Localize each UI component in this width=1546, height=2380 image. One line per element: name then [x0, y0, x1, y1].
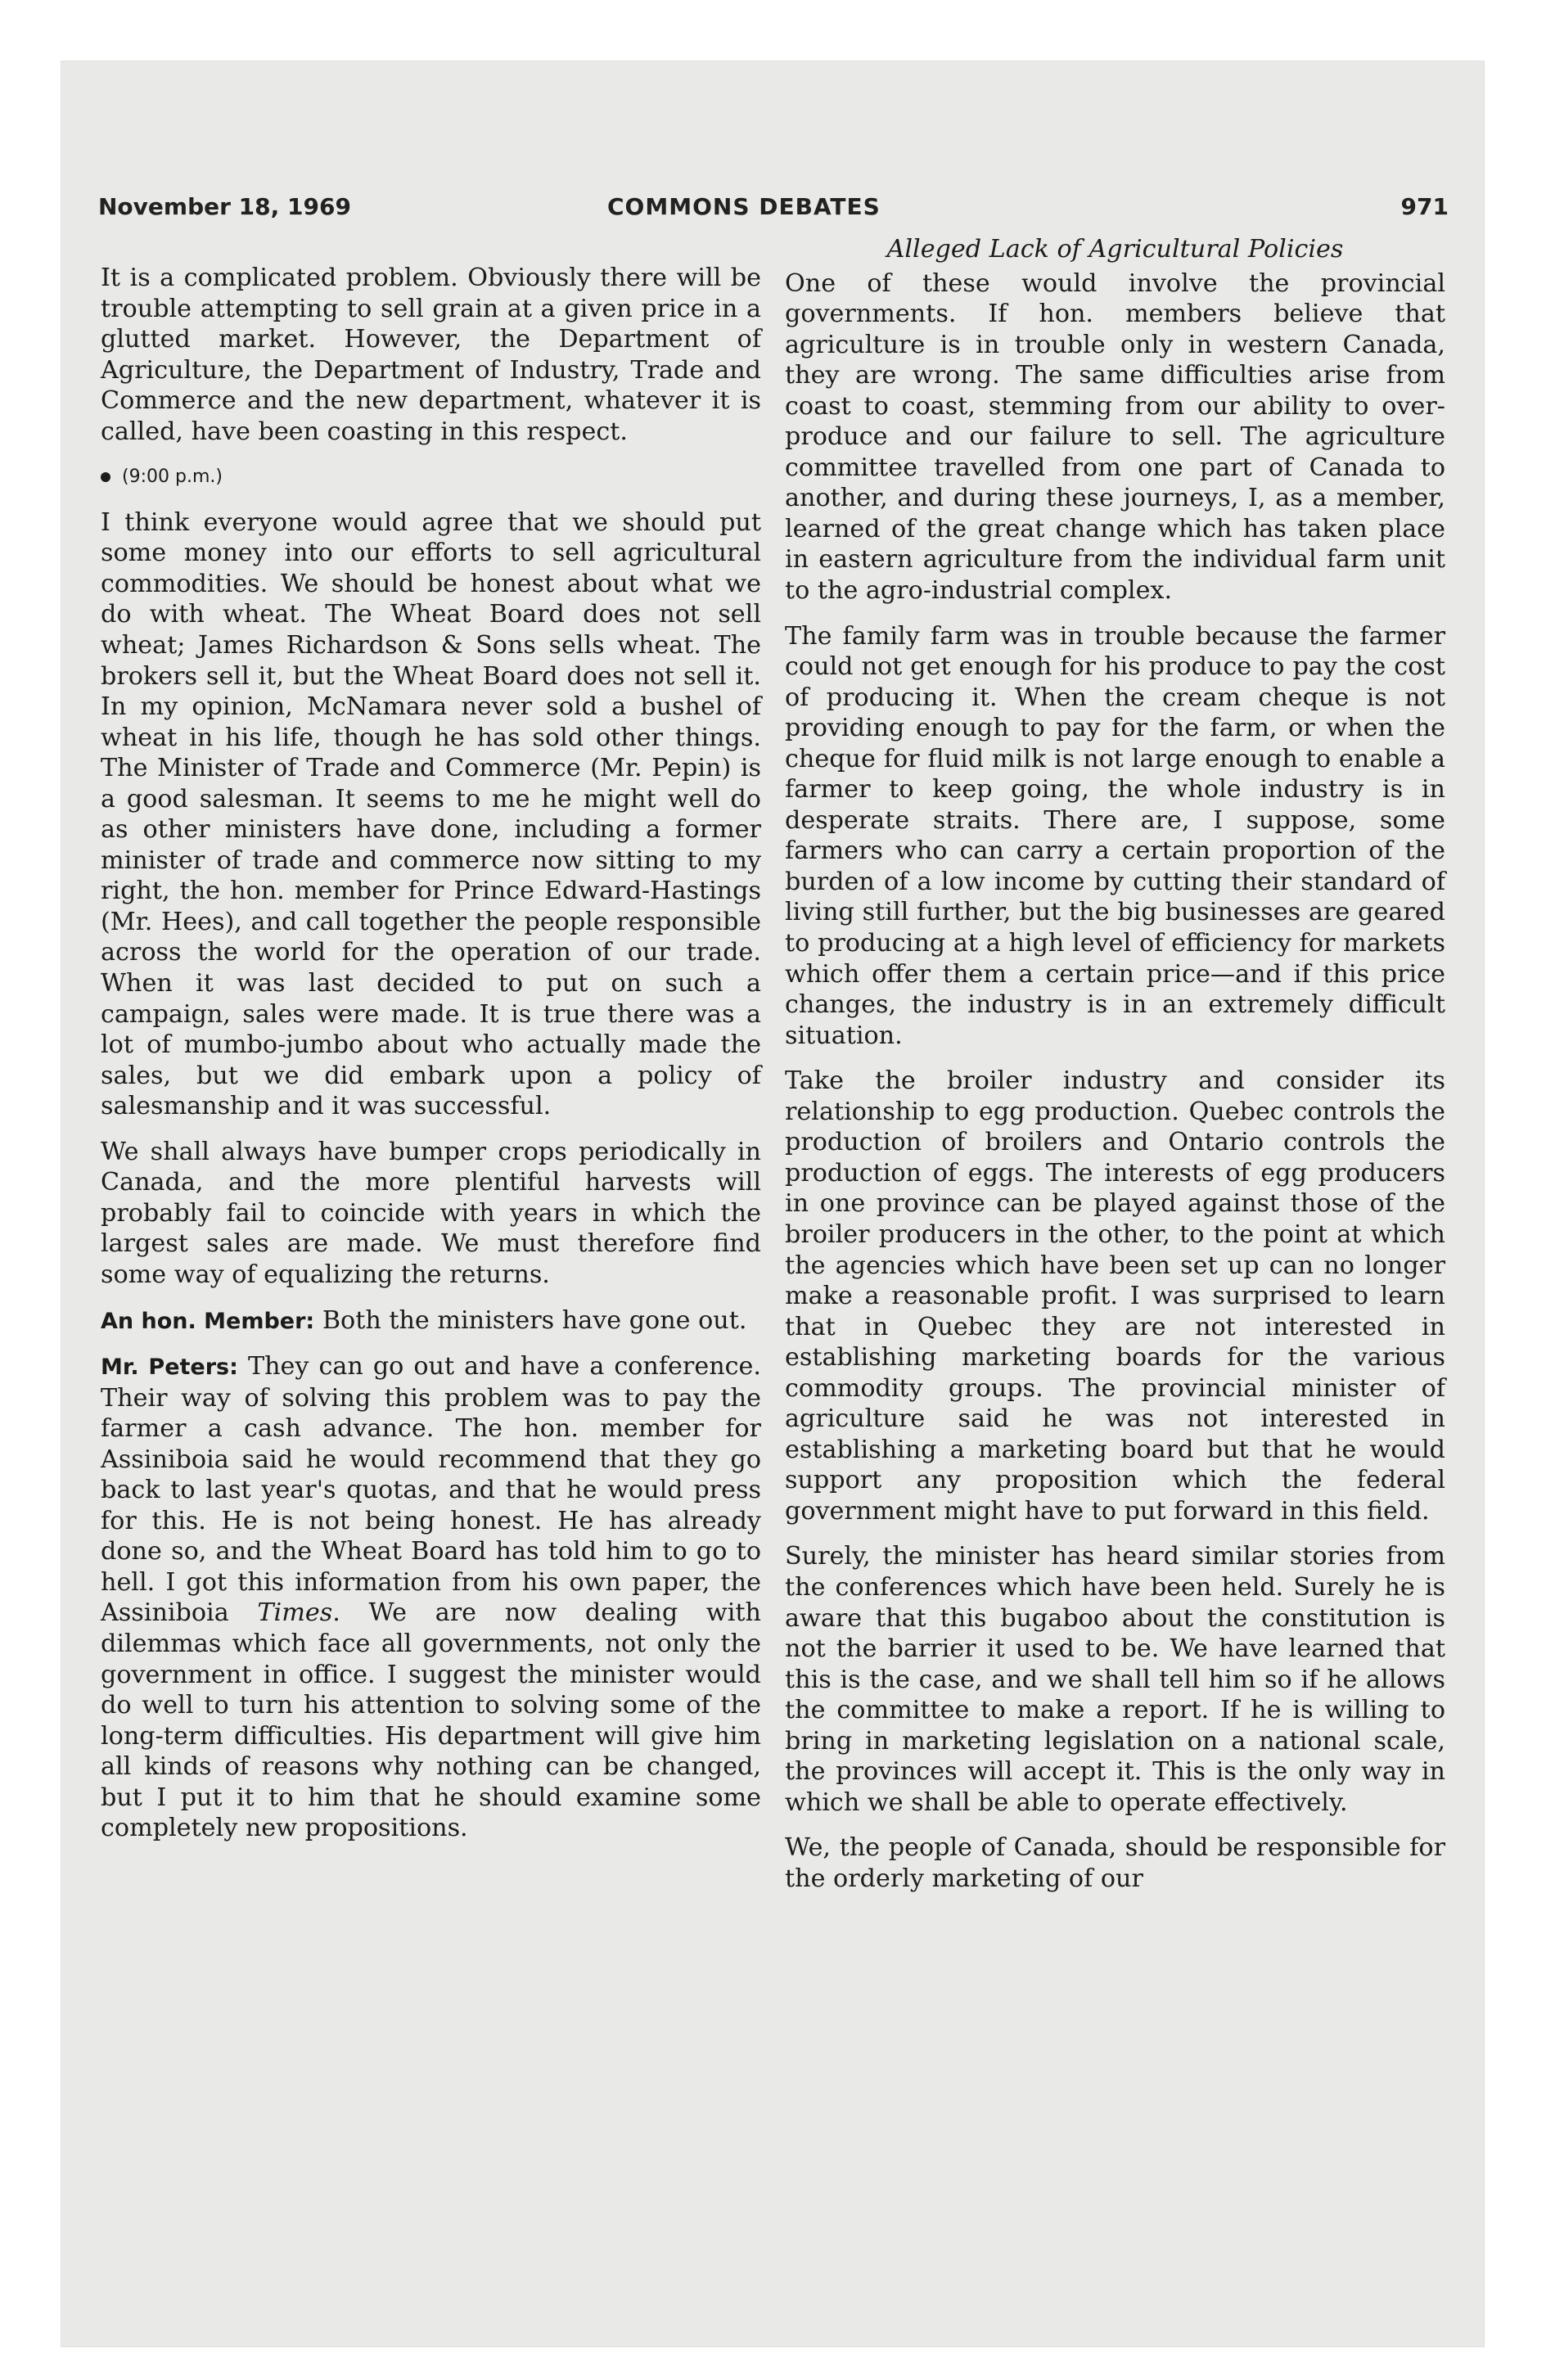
time-marker-text: (9:00 p.m.): [122, 467, 223, 488]
newspaper-title: Times: [257, 1598, 333, 1628]
speaker-name: Mr. Peters:: [101, 1355, 238, 1381]
paragraph: Surely, the minister has heard similar stories from the conferences which have been held. Surely he is aware that this bugaboo about the constitution is not the barrier it used to be. We have learned that this is the case, and we shall tell him so if he allows the committee to make a report. If he is willing to bring in marketing legislation on a national scale, the provinces will accept it. This is the only way in which we shall be able to operate effectively.: [785, 1542, 1445, 1817]
speech-paragraph: [101, 1305, 761, 1337]
speech-text: . We are now dealing with dilemmas which face all governments, not only the government in office. I suggest the minister would do well to turn his attention to solving some of the long-term difficulties. His department will give him all kinds of reasons why nothing can be changed, but I put it to him that he should examine some completely new propositions.: [101, 1598, 761, 1843]
time-marker: [101, 462, 761, 493]
paragraph: We shall always have bumper crops periodically in Canada, and the more plentiful harvests will probably fail to coincide with years in which the largest sales are made. We must therefore find some way of equalizing the returns.: [101, 1137, 761, 1289]
left-column: [101, 263, 761, 1859]
page-number: 971: [1400, 193, 1449, 220]
speech-text: Both the ministers have gone out.: [314, 1305, 747, 1335]
bullet-icon: [101, 472, 110, 482]
paragraph: We, the people of Canada, should be responsible for the orderly marketing of our: [785, 1833, 1445, 1893]
right-column: [785, 234, 1445, 1909]
paragraph: One of these would involve the provincial governments. If hon. members believe that agriculture is in trouble only in western Canada, they are wrong. The same difficulties arise from coast to coast, stemming from our ability to over-produce and our failure to sell. The agriculture committee travelled from one part of Canada to another, and during these journeys, I, as a member, learned of the great change which has taken place in eastern agriculture from the individual farm unit to the agro-industrial complex.: [785, 268, 1445, 606]
paragraph: I think everyone would agree that we should put some money into our efforts to sell agricultural commodities. We should be honest about what we do with wheat. The Wheat Board does not sell wheat; James Richardson & Sons sells wheat. The brokers sell it, but the Wheat Board does not sell it. In my opinion, McNamara never sold a bushel of wheat in his life, though he has sold other things. The Minister of Trade and Commerce (Mr. Pepin) is a good salesman. It seems to me he might well do as other ministers have done, including a former minister of trade and commerce now sitting to my right, the hon. member for Prince Edward-Hastings (Mr. Hees), and call together the people responsible across the world for the operation of our trade. When it was last decided to put on such a campaign, sales were made. It is true there was a lot of mumbo-jumbo about who actually made the sales, but we did embark upon a policy of salesmanship and it was successful.: [101, 507, 761, 1121]
running-head: [98, 193, 1449, 226]
header-date: November 18, 1969: [98, 193, 351, 220]
paragraph: It is a complicated problem. Obviously there will be trouble attempting to sell grain at a given price in a glutted market. However, the Department of Agriculture, the Department of Industry, Trade and Commerce and the new department, whatever it is called, have been coasting in this respect.: [101, 264, 761, 446]
speaker-name: An hon. Member:: [101, 1308, 315, 1334]
paragraph: Take the broiler industry and consider its relationship to egg production. Quebec controls the production of broilers and Ontario controls the production of eggs. The interests of egg producers in one province can be played against those of the broiler producers in the other, to the point at which the agencies which have been set up can no longer make a reasonable profit. I was surprised to learn that in Quebec they are not interested in establishing marketing boards for the various commodity groups. The provincial minister of agriculture said he was not interested in establishing a marketing board but that he would support any proposition which the federal government might have to put forward in this field.: [785, 1066, 1445, 1526]
section-caption: Alleged Lack of Agricultural Policies: [886, 235, 1344, 264]
speech-paragraph: [101, 1351, 761, 1844]
speech-text: They can go out and have a conference. Their way of solving this problem was to pay the farmer a cash advance. The hon. member for Assiniboia said he would recommend that they go back to last year's quotas, and that he would press for this. He is not being honest. He has already done so, and the Wheat Board has told him to go to hell. I got this information from his own paper, the Assiniboia: [101, 1352, 762, 1628]
paragraph: The family farm was in trouble because the farmer could not get enough for his produce to pay the cost of producing it. When the cream cheque is not providing enough to pay for the farm, or when the cheque for fluid milk is not large enough to enable a farmer to keep going, the whole industry is in desperate straits. There are, I suppose, some farmers who can carry a certain proportion of the burden of a low income by cutting their standard of living still further, but the big businesses are geared to producing at a high level of efficiency for markets which offer them a certain price—and if this price changes, the industry is in an extremely difficult situation.: [785, 621, 1445, 1050]
header-title: COMMONS DEBATES: [607, 193, 881, 220]
